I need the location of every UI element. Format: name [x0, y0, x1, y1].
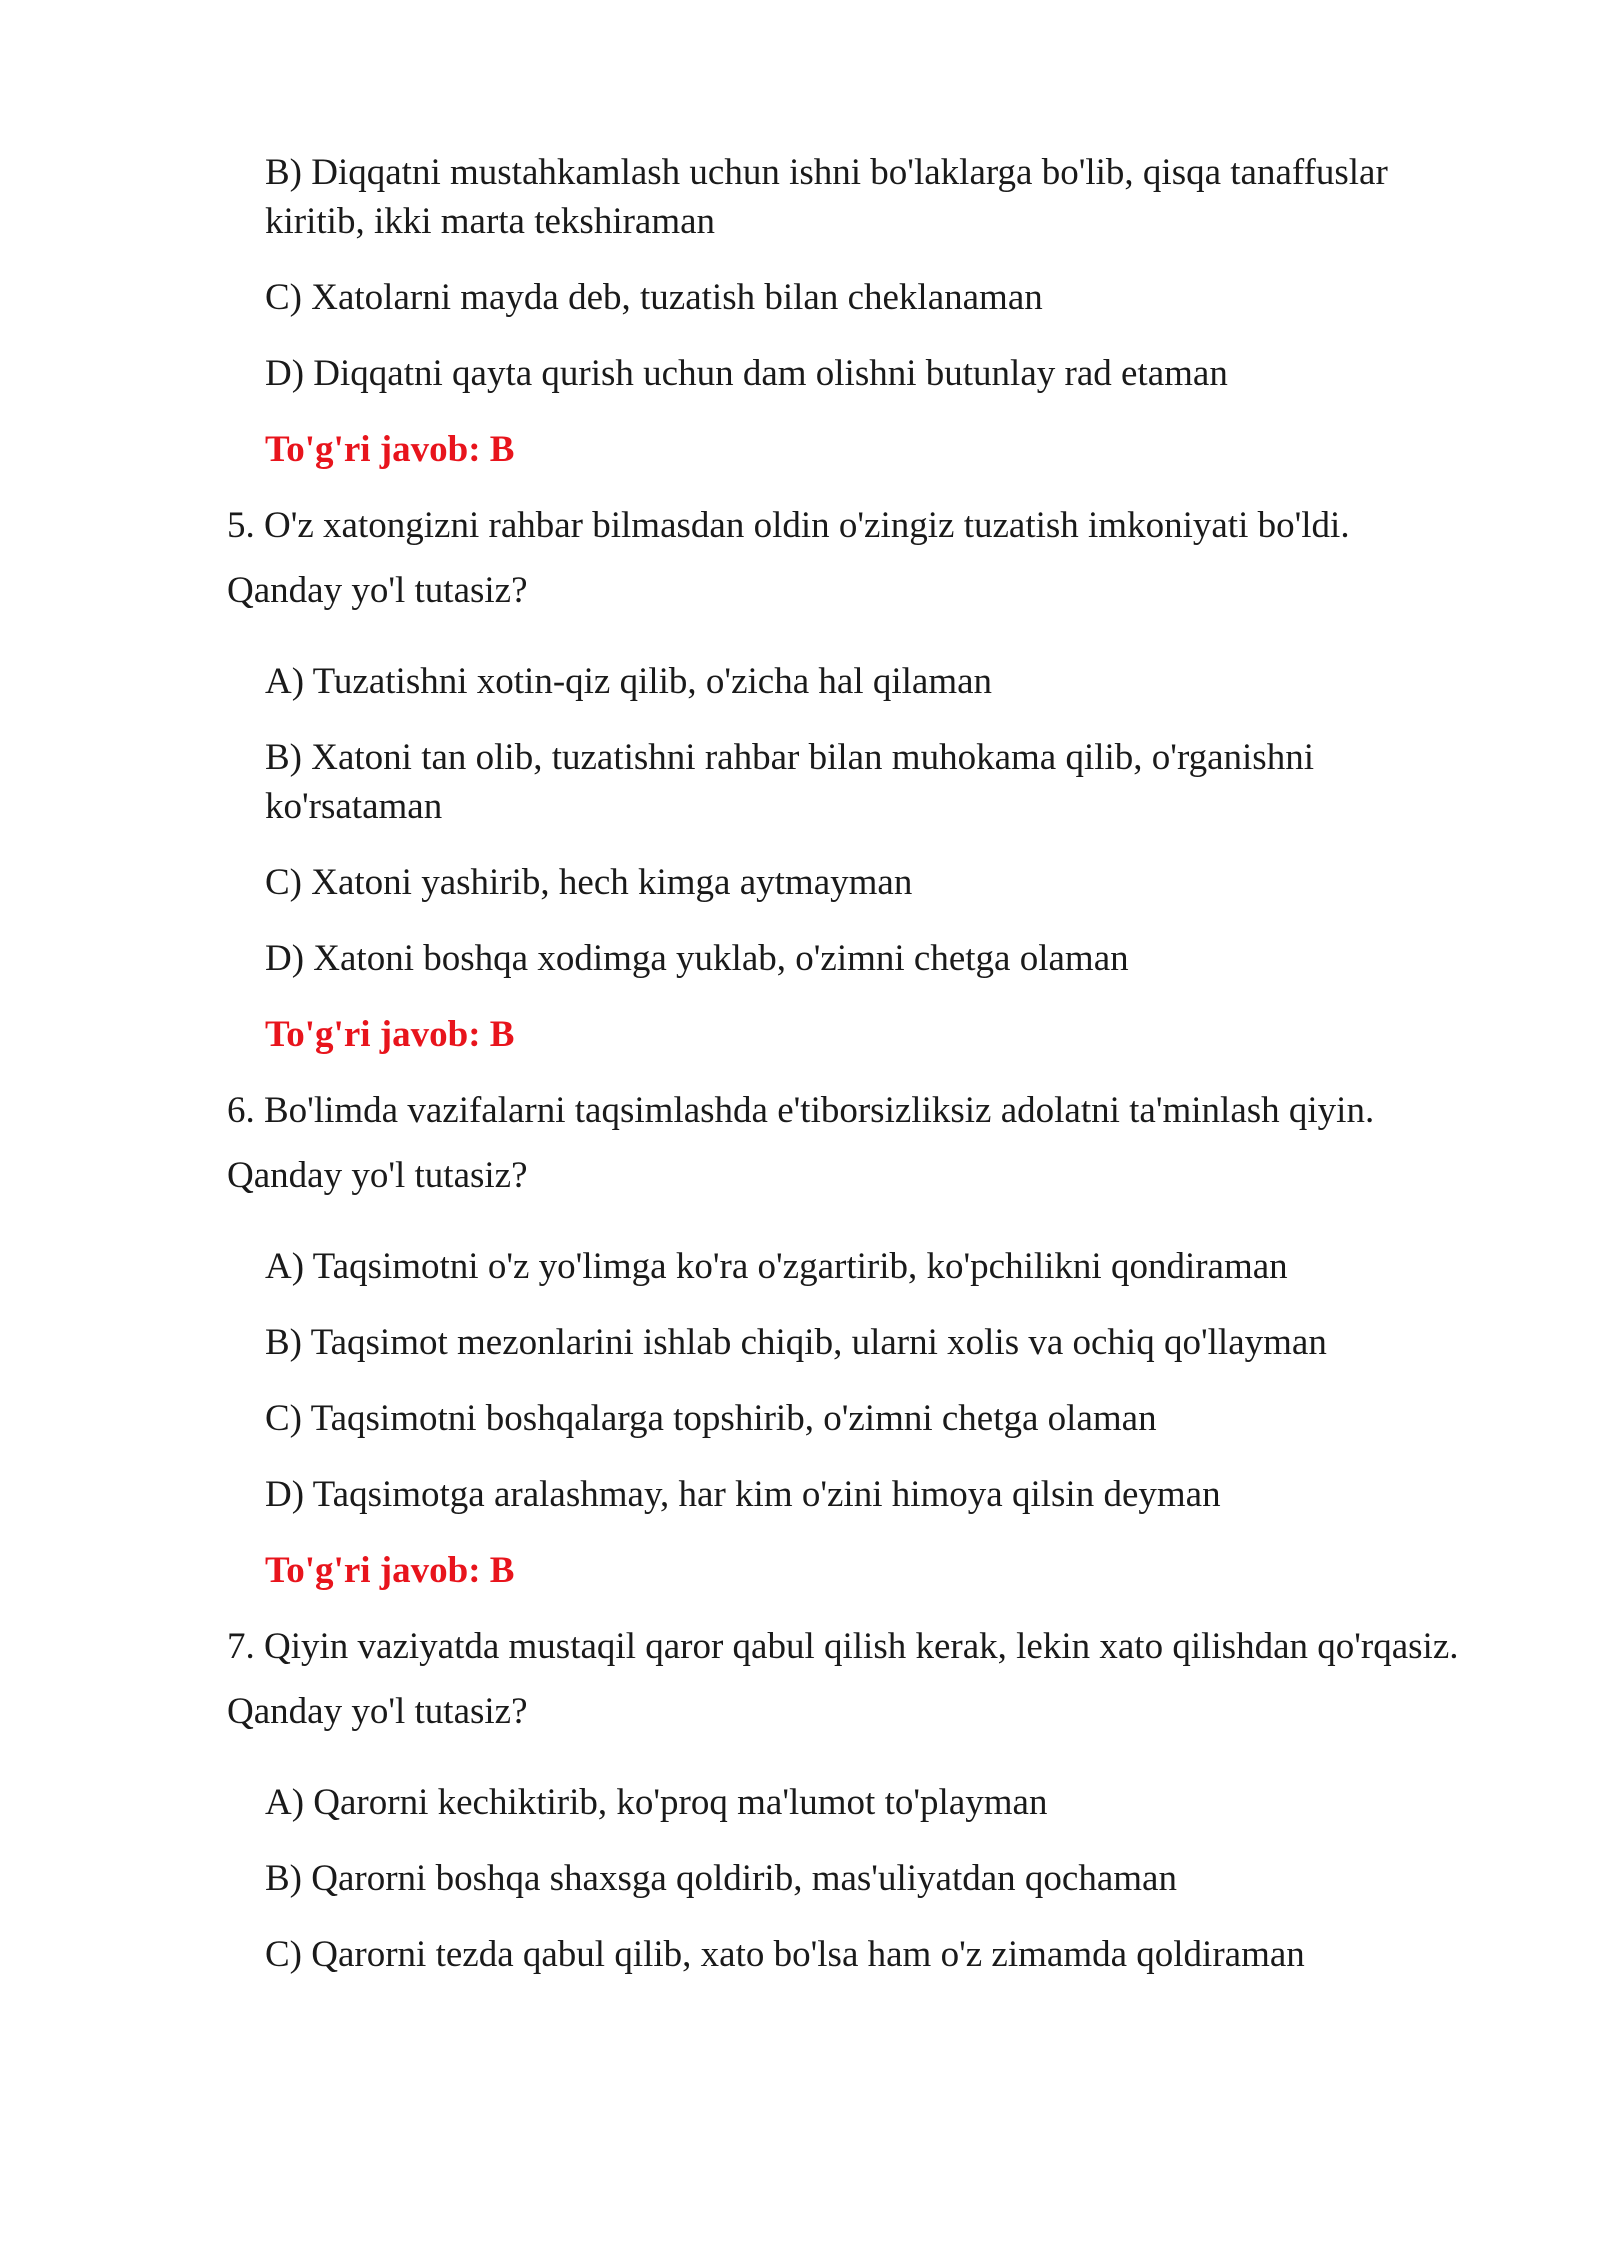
q6-question-line-2: Qanday yo'l tutasiz? [227, 1155, 528, 1196]
q6-correct-answer: To'g'ri javob: B [265, 1550, 515, 1591]
q6-option-c: C) Taqsimotni boshqalarga topshirib, o'zimni chetga olaman [265, 1398, 1157, 1439]
q7-option-b: B) Qarorni boshqa shaxsga qoldirib, mas'uliyatdan qochaman [265, 1858, 1177, 1899]
q5-question-line-2: Qanday yo'l tutasiz? [227, 570, 528, 611]
q5-option-b-line-2: ko'rsataman [265, 786, 443, 827]
q7-option-c: C) Qarorni tezda qabul qilib, xato bo'lsa ham o'z zimamda qoldiraman [265, 1934, 1305, 1975]
q6-option-a: A) Taqsimotni o'z yo'limga ko'ra o'zgartirib, ko'pchilikni qondiraman [265, 1246, 1288, 1287]
q7-option-a: A) Qarorni kechiktirib, ko'proq ma'lumot to'playman [265, 1782, 1048, 1823]
q6-option-d: D) Taqsimotga aralashmay, har kim o'zini himoya qilsin deyman [265, 1474, 1221, 1515]
q5-option-c: C) Xatoni yashirib, hech kimga aytmayman [265, 862, 913, 903]
q4-option-d: D) Diqqatni qayta qurish uchun dam olishni butunlay rad etaman [265, 353, 1228, 394]
q5-correct-answer: To'g'ri javob: B [265, 1014, 515, 1055]
q7-question-line-1: 7. Qiyin vaziyatda mustaqil qaror qabul qilish kerak, lekin xato qilishdan qo'rqasiz. [227, 1626, 1459, 1667]
q5-option-a: A) Tuzatishni xotin-qiz qilib, o'zicha hal qilaman [265, 661, 993, 702]
q4-option-b-line-2: kiritib, ikki marta tekshiraman [265, 201, 716, 242]
q5-option-d: D) Xatoni boshqa xodimga yuklab, o'zimni chetga olaman [265, 938, 1129, 979]
q5-question-line-1: 5. O'z xatongizni rahbar bilmasdan oldin o'zingiz tuzatish imkoniyati bo'ldi. [227, 505, 1350, 546]
q6-question-line-1: 6. Bo'limda vazifalarni taqsimlashda e'tiborsizliksiz adolatni ta'minlash qiyin. [227, 1090, 1375, 1131]
q5-option-b-line-1: B) Xatoni tan olib, tuzatishni rahbar bilan muhokama qilib, o'rganishni [265, 737, 1314, 778]
q7-question-line-2: Qanday yo'l tutasiz? [227, 1691, 528, 1732]
q4-correct-answer: To'g'ri javob: B [265, 429, 515, 470]
q6-option-b: B) Taqsimot mezonlarini ishlab chiqib, ularni xolis va ochiq qo'llayman [265, 1322, 1327, 1363]
q4-option-c: C) Xatolarni mayda deb, tuzatish bilan cheklanaman [265, 277, 1043, 318]
q4-option-b-line-1: B) Diqqatni mustahkamlash uchun ishni bo'laklarga bo'lib, qisqa tanaffuslar [265, 152, 1388, 193]
